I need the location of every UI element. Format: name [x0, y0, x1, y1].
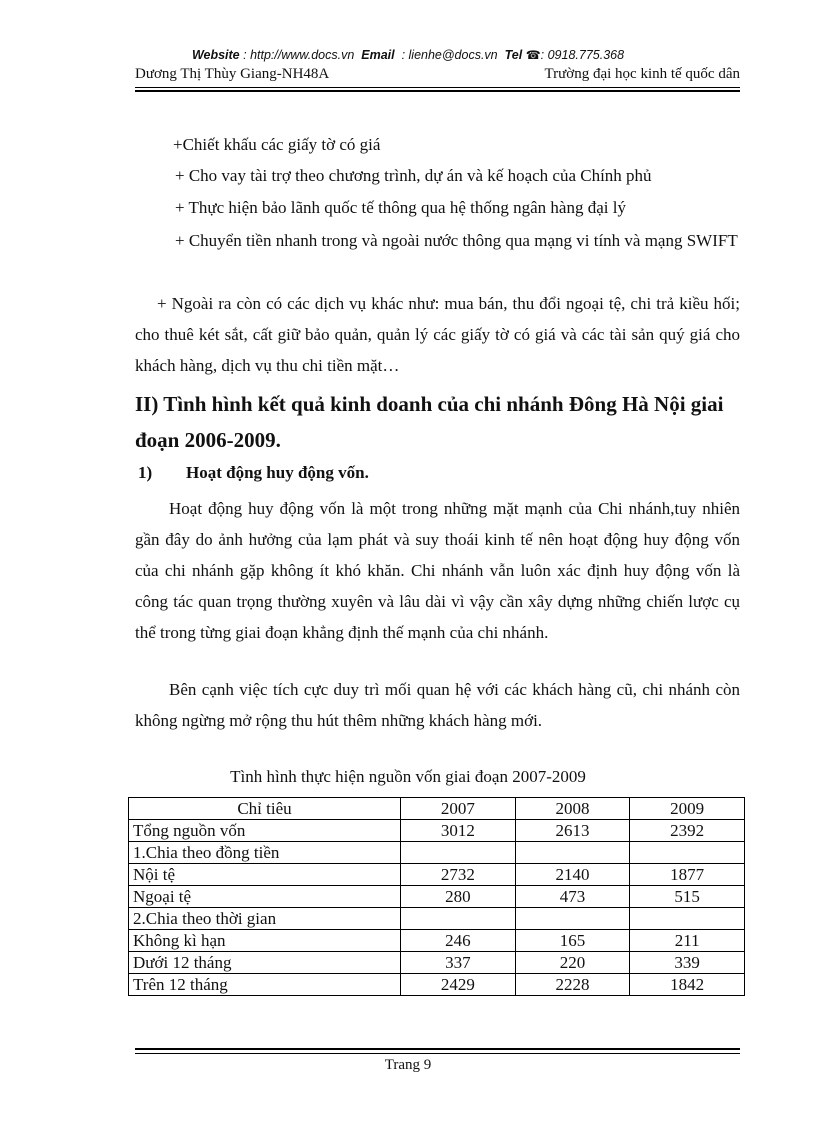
table-row — [129, 864, 745, 886]
phone-icon: ☎ — [525, 48, 541, 62]
header-cell-2007: 2007 — [401, 798, 516, 820]
tel-label: Tel — [504, 48, 523, 62]
cell-2009: 2392 — [630, 820, 745, 842]
author-name: Dương Thị Thùy Giang-NH48A — [135, 66, 330, 82]
paragraph-new-customers: Bên cạnh việc tích cực duy trì mối quan hệ với các khách hàng cũ, chi nhánh còn không ngừng mở rộng thu hút thêm những khách hàng mới. — [135, 680, 740, 730]
cell-2007: 246 — [401, 930, 516, 952]
cell-2009: 211 — [630, 930, 745, 952]
cell-2009 — [630, 908, 745, 930]
bullet-money-transfer: + Chuyển tiền nhanh trong và ngoài nước thông qua mạng vi tính và mạng SWIFT — [175, 231, 738, 250]
cell-2008: 2613 — [515, 820, 630, 842]
email-address[interactable]: : lienhe@docs.vn — [401, 48, 498, 62]
paragraph-capital-mobilization: Hoạt động huy động vốn là một trong những mặt mạnh của Chi nhánh,tuy nhiên gần đây do ảnh hưởng của lạm phát và suy thoái kinh tế nên hoạt động huy động vốn của chi nhánh gặp không ít khó khăn. Chi nhánh vẫn luôn xác định huy động vốn là công tác quan trọng thường xuyên và lâu dài vì vậy cần xây dựng những chiến lược cụ thể trong từng giai đoạn khẳng định thế mạnh của chi nhánh. — [135, 499, 740, 642]
table-row — [129, 952, 745, 974]
email-label: Email — [361, 48, 395, 62]
cell-2007: 2732 — [401, 864, 516, 886]
cell-2007 — [401, 842, 516, 864]
cell-2008: 165 — [515, 930, 630, 952]
header-cell-indicator: Chỉ tiêu — [129, 798, 401, 820]
page-number: Trang 9 — [384, 1057, 432, 1073]
row-label: Không kì hạn — [129, 930, 401, 952]
cell-2008 — [515, 908, 630, 930]
cell-2009: 515 — [630, 886, 745, 908]
table-header-row — [129, 798, 745, 820]
subsection-heading — [138, 463, 369, 483]
cell-2007: 280 — [401, 886, 516, 908]
table-title: Tình hình thực hiện nguồn vốn giai đoạn 2007-2009 — [230, 767, 586, 786]
cell-2008: 2228 — [515, 974, 630, 996]
cell-2008 — [515, 842, 630, 864]
row-label: 2.Chia theo thời gian — [129, 908, 401, 930]
cell-2009: 1877 — [630, 864, 745, 886]
row-label: Trên 12 tháng — [129, 974, 401, 996]
row-label: 1.Chia theo đồng tiền — [129, 842, 401, 864]
cell-2009 — [630, 842, 745, 864]
table-row — [129, 842, 745, 864]
bullet-discount: +Chiết khấu các giấy tờ có giá — [173, 135, 381, 154]
website-contact-line — [0, 48, 816, 62]
row-label: Ngoại tệ — [129, 886, 401, 908]
table-row — [129, 820, 745, 842]
header-cell-2009: 2009 — [630, 798, 745, 820]
website-label: Website — [191, 48, 240, 62]
tel-number: : 0918.775.368 — [540, 48, 625, 62]
website-url[interactable]: : http://www.docs.vn — [243, 48, 355, 62]
bullet-other-services: + Ngoài ra còn có các dịch vụ khác như: mua bán, thu đổi ngoại tệ, chi trả kiều hối; cho thuê két sắt, cất giữ bảo quản, quản lý các giấy tờ có giá và các tài sản quý giá cho khách hàng, dịch vụ thu chi tiền mặt… — [135, 294, 740, 375]
bullet-government-loans: + Cho vay tài trợ theo chương trình, dự án và kế hoạch của Chính phủ — [175, 166, 652, 185]
cell-2009: 1842 — [630, 974, 745, 996]
footer-divider-thin — [135, 1053, 740, 1054]
footer-divider-thick — [135, 1048, 740, 1050]
table-row — [129, 886, 745, 908]
cell-2008: 473 — [515, 886, 630, 908]
bullet-international-guarantee: + Thực hiện bảo lãnh quốc tế thông qua hệ thống ngân hàng đại lý — [175, 198, 626, 217]
capital-table — [128, 797, 745, 996]
section-heading: II) Tình hình kết quả kinh doanh của chi nhánh Đông Hà Nội giai đoạn 2006-2009. — [135, 392, 724, 452]
cell-2009: 339 — [630, 952, 745, 974]
school-name: Trường đại học kinh tế quốc dân — [544, 66, 740, 82]
table-row — [129, 908, 745, 930]
cell-2008: 2140 — [515, 864, 630, 886]
row-label: Tổng nguồn vốn — [129, 820, 401, 842]
cell-2008: 220 — [515, 952, 630, 974]
header-divider-thick — [135, 90, 740, 92]
cell-2007: 3012 — [401, 820, 516, 842]
header-divider-thin — [135, 87, 740, 88]
row-label: Dưới 12 tháng — [129, 952, 401, 974]
subsection-title: Hoạt động huy động vốn. — [186, 463, 369, 482]
cell-2007: 2429 — [401, 974, 516, 996]
cell-2007: 337 — [401, 952, 516, 974]
table-row — [129, 930, 745, 952]
cell-2007 — [401, 908, 516, 930]
table-row — [129, 974, 745, 996]
row-label: Nội tệ — [129, 864, 401, 886]
header-cell-2008: 2008 — [515, 798, 630, 820]
subsection-number: 1) — [138, 463, 153, 482]
